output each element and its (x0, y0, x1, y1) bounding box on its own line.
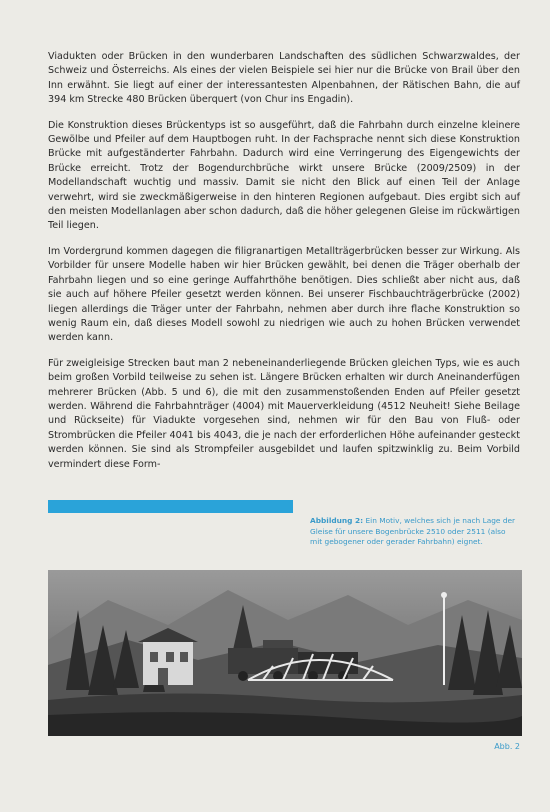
photo-illustration (48, 570, 522, 736)
paragraph-4: Für zweigleisige Strecken baut man 2 nebeneinanderliegende Brücken gleichen Typs, wie es auch beim großen Vorbild teilweise zu sehen ist. Längere Brücken erhalten wir durch Aneinanderfügen mehrerer Brücken (Abb. 5 und 6), die mit den zusammenstoßenden Enden auf Pfeiler gesetzt werden. Während die Fahrbahnträger (4004) mit Mauerverkleidung (4512 Neuheit! Siehe Beilage und Rückseite) für Viadukte vorgesehen sind, nehmen wir für den Bau von Fluß- oder Strombrücken die Pfeiler 4041 bis 4043, die je nach der erforderlichen Höhe aufeinander gesteckt werden können. Sie sind als Strompfeiler ausgebildet und laufen spitzwinklig zu. Beim Vorbild vermindert diese Form- (48, 357, 520, 470)
paragraph-3: Im Vordergrund kommen dagegen die filigranartigen Metallträgerbrücken besser zur Wirkung. Als Vorbilder für unsere Modelle haben wir hier Brücken gewählt, bei denen die Träger oberhalb der Fahrbahn liegen und so eine geringe Auffahrthöhe benötigen. Dies schließt aber nicht aus, daß sie auch auf höhere Pfeiler gesetzt werden können. Bei unserer Fischbauchträgerbrücke (2002) liegen allerdings die Träger unter der Fahrbahn, nehmen aber durch ihre flache Konstruktion so wenig Raum ein, daß dieses Modell sowohl zu niedrigen wie auch zu hohen Brücken verwendet werden kann. (48, 245, 520, 344)
paragraph-1: Viadukten oder Brücken in den wunderbaren Landschaften des südlichen Schwarzwaldes, der Schweiz und Österreichs. Als eines der vielen Beispiele sei hier nur die Brücke von Brail über den Inn erwähnt. Sie liegt auf einer der interessantesten Alpenbahnen, der Rätischen Bahn, die auf 394 km Strecke 480 Brücken überquert (von Chur ins Engadin). (48, 51, 520, 106)
caption-text: Ein Motiv, welches sich je nach Lage der Gleise für unsere Bogenbrücke 2510 oder 2511 (also mit gebogener oder gerader Fahrbahn) eignet. (310, 516, 516, 547)
model-railway-photo (48, 570, 522, 736)
figure-label: Abb. 2 (494, 742, 520, 751)
accent-bar (48, 500, 293, 513)
caption-lead: Abbildung 2: (310, 516, 364, 525)
body-text (48, 50, 520, 483)
paragraph-2: Die Konstruktion dieses Brückentyps ist so ausgeführt, daß die Fahrbahn durch einzelne kleinere Gewölbe und Pfeiler auf dem Hauptbogen ruht. In der Fachsprache nennt sich diese Konstruktion Brücke mit aufgeständerter Fahrbahn. Dadurch wird eine Verringerung des Eigengewichts der Brücke erreicht. Trotz der Bogendurchbrüche wirkt unsere Brücke (2009/2509) in der Modellandschaft wuchtig und massiv. Damit sie nicht den Blick auf einen Teil der Anlage verwehrt, wird sie zweckmäßigerweise in den hinteren Regionen aufgebaut. Dies ergibt sich auf den meisten Modellanlagen aber schon dadurch, daß die höher gelegenen Gleise im rückwärtigen Teil liegen. (48, 119, 520, 232)
figure-caption (310, 516, 520, 548)
